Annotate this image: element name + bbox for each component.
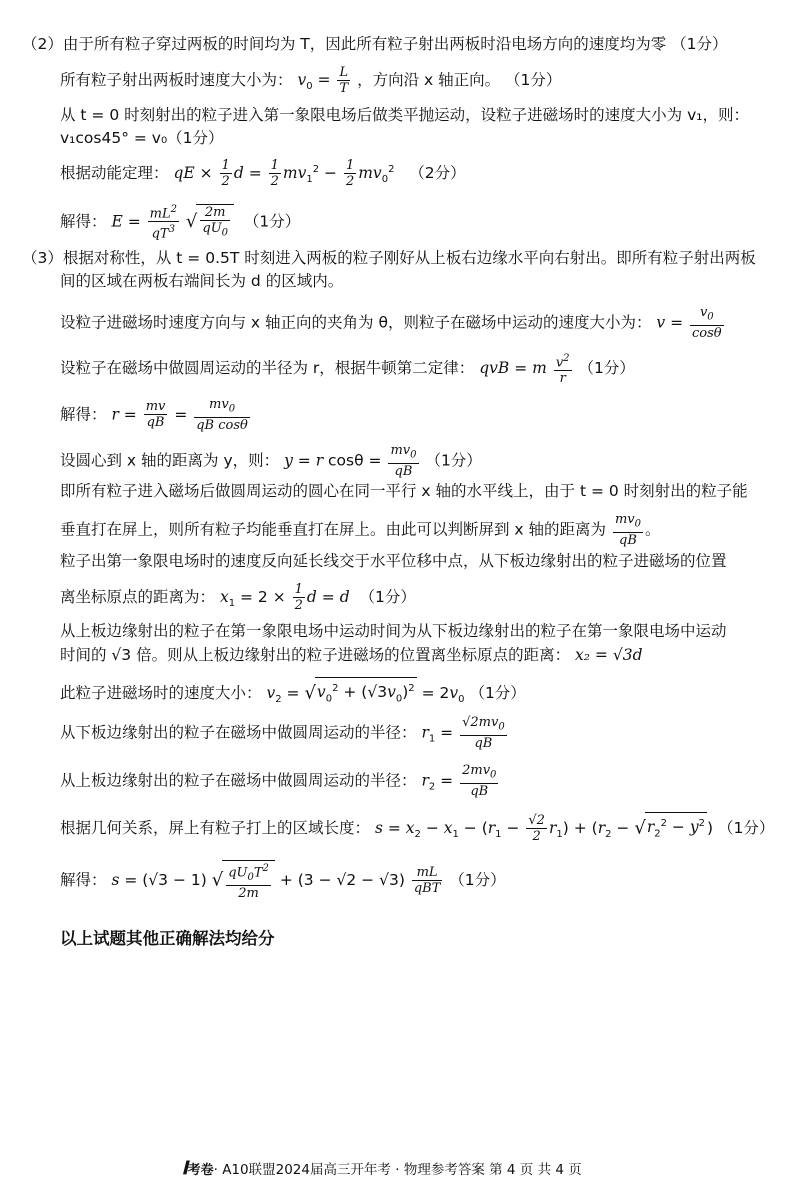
p3-line10-tail: （1分） bbox=[359, 588, 416, 606]
p3-line8: 垂直打在屏上，则所有粒子均能垂直打在屏上。由此可以判断屏到 x 轴的距离为 $\frac{mv_0}{qB}$ 。 bbox=[60, 512, 661, 548]
page-footer bbox=[182, 1158, 582, 1179]
p2-line1: （2）由于所有粒子穿过两板的时间均为 T，因此所有粒子射出两板时沿电场方向的速度均为零 （1分） bbox=[22, 35, 728, 53]
p3-line3-text: 设粒子进磁场时速度方向与 x 轴正向的夹角为 θ，则粒子在磁场中运动的速度大小为： bbox=[60, 313, 652, 332]
p3-line12 bbox=[60, 644, 643, 666]
p2-line2-text: 所有粒子射出两板时速度大小为： bbox=[60, 71, 293, 89]
p3-line5: 解得： r = $\frac{mv}{qB}$ = $\frac{mv_0}{\text{qB cosθ}}$ bbox=[60, 397, 248, 433]
p3-line8-text: 垂直打在屏上，则所有粒子均能垂直打在屏上。由此可以判断屏到 x 轴的距离为 bbox=[60, 520, 607, 539]
p3-line6-text: 设圆心到 x 轴的距离为 y，则： bbox=[60, 451, 280, 470]
publisher-logo: 𝐈 bbox=[182, 1158, 188, 1179]
p3-line13-tail: （1分） bbox=[469, 684, 526, 703]
closing-note: 以上试题其他正确解法均给分 bbox=[60, 929, 275, 948]
p2-line5-tail: （2分） bbox=[409, 164, 466, 182]
p3-line4-text: 设粒子在磁场中做圆周运动的半径为 r，根据牛顿第二定律： bbox=[60, 359, 475, 378]
p3-line13: 此粒子进磁场时的速度大小： $v_2 = √v_0^2 + (√3v_0)^2 = 2v_0$ （1分） bbox=[60, 677, 526, 711]
p3-line4: 设粒子在磁场中做圆周运动的半径为 r，根据牛顿第二定律： qvB = m $\frac{v^2}{r}$ （1分） bbox=[60, 353, 635, 387]
p3-line7: 即所有粒子进入磁场后做圆周运动的圆心在同一平行 x 轴的水平线上，由于 t = 0 时刻射出的粒子能 bbox=[60, 482, 748, 500]
p3-line5-text: 解得： bbox=[60, 405, 107, 424]
p3-line2: 间的区域在两板右端间长为 d 的区域内。 bbox=[60, 272, 344, 290]
footer-text: · A10联盟2024届高三开年考 · 物理参考答案 第 4 页 共 4 页 bbox=[213, 1162, 582, 1178]
p3-line6: 设圆心到 x 轴的距离为 y，则： y = r cosθ = $\frac{mv_0}{qB}$ （1分） bbox=[60, 443, 482, 479]
p3-line12-text: 时间的 √3 倍。则从上板边缘射出的粒子进磁场的位置离坐标原点的距离： bbox=[60, 646, 571, 664]
p3-line1: （3）根据对称性，从 t = 0.5T 时刻进入两板的粒子刚好从上板右边缘水平向右射出。即所有粒子射出两板 bbox=[22, 249, 756, 267]
p2-line2-tail: ，方向沿 x 轴正向。 （1分） bbox=[357, 71, 562, 89]
p3-line15-text: 从上板边缘射出的粒子在磁场中做圆周运动的半径： bbox=[60, 771, 417, 790]
p3-line3: 设粒子进磁场时速度方向与 x 轴正向的夹角为 θ，则粒子在磁场中运动的速度大小为： v = $\frac{v_0}{\cos\theta}$ bbox=[60, 305, 722, 341]
fraction-L-T: $\frac{L}{T}$ bbox=[339, 65, 349, 96]
p3-line16: 根据几何关系，屏上有粒子打上的区域长度： $s = x_2 - x_1 - (r_1$ − $\frac{√2}{2}$ $r_1) + (r_2 - √r_2^2 - y^2$ ) （1分） bbox=[60, 813, 775, 845]
p3-line4-tail: （1分） bbox=[578, 359, 635, 378]
p2-line4: v₁cos45° = v₀（1分） bbox=[60, 129, 224, 147]
p2-line6-tail: （1分） bbox=[243, 212, 301, 231]
p2-line5: 根据动能定理： qE × $\frac{1}{2}$ d = $\frac{1}{2}$ $mv_1^2$ − $\frac{1}{2}$ $mv_0^2$ （2分） bbox=[60, 158, 466, 189]
publisher-logo-text: 考卷 bbox=[187, 1163, 214, 1178]
p2-line6-text: 解得： bbox=[60, 212, 107, 231]
p3-line11: 从上板边缘射出的粒子在第一象限电场中运动时间为从下板边缘射出的粒子在第一象限电场中运动 bbox=[60, 622, 727, 640]
p3-line14: 从下板边缘射出的粒子在磁场中做圆周运动的半径： $r_1$ = $\frac{√2mv_0}{qB}$ bbox=[60, 715, 505, 751]
p3-line17-tail: （1分） bbox=[449, 870, 506, 889]
p3-line15: 从上板边缘射出的粒子在磁场中做圆周运动的半径： $r_2$ = $\frac{2mv_0}{qB}$ bbox=[60, 763, 497, 799]
p3-line10: 离坐标原点的距离为： $x_1 = 2$ × $\frac{1}{2}$ d = d （1分） bbox=[60, 582, 416, 613]
p2-line5-text: 根据动能定理： bbox=[60, 164, 169, 182]
p3-line17: 解得： s = (√3 − 1) √ $\frac{qU_0T^2}{2m}$ + (3 − √2 − √3) mL qBT （1分） bbox=[60, 860, 506, 901]
p2-line6: 解得： E = $\frac{mL^2}{qT^3}$ √ $\frac{2m}{qU_0}$ （1分） bbox=[60, 204, 301, 242]
p2-line3: 从 t = 0 时刻射出的粒子进入第一象限电场后做类平抛运动，设粒子进磁场时的速度大小为 v₁，则： bbox=[60, 106, 749, 124]
p3-line14-text: 从下板边缘射出的粒子在磁场中做圆周运动的半径： bbox=[60, 723, 417, 742]
p3-line10-text: 离坐标原点的距离为： bbox=[60, 588, 216, 606]
p3-line6-tail: （1分） bbox=[425, 451, 482, 470]
p3-line12-formula: x₂ = √3d bbox=[575, 646, 643, 664]
p3-line16-tail: （1分） bbox=[717, 819, 775, 838]
p3-line13-text: 此粒子进磁场时的速度大小： bbox=[60, 684, 262, 703]
p3-line16-text: 根据几何关系，屏上有粒子打上的区域长度： bbox=[60, 819, 371, 838]
p3-line17-text: 解得： bbox=[60, 870, 107, 889]
p2-line2: 所有粒子射出两板时速度大小为： $v_0$ = $\frac{L}{T}$ ，方向沿 x 轴正向。 （1分） bbox=[60, 65, 562, 96]
p3-line9: 粒子出第一象限电场时的速度反向延长线交于水平位移中点，从下板边缘射出的粒子进磁场的位置 bbox=[60, 552, 727, 570]
